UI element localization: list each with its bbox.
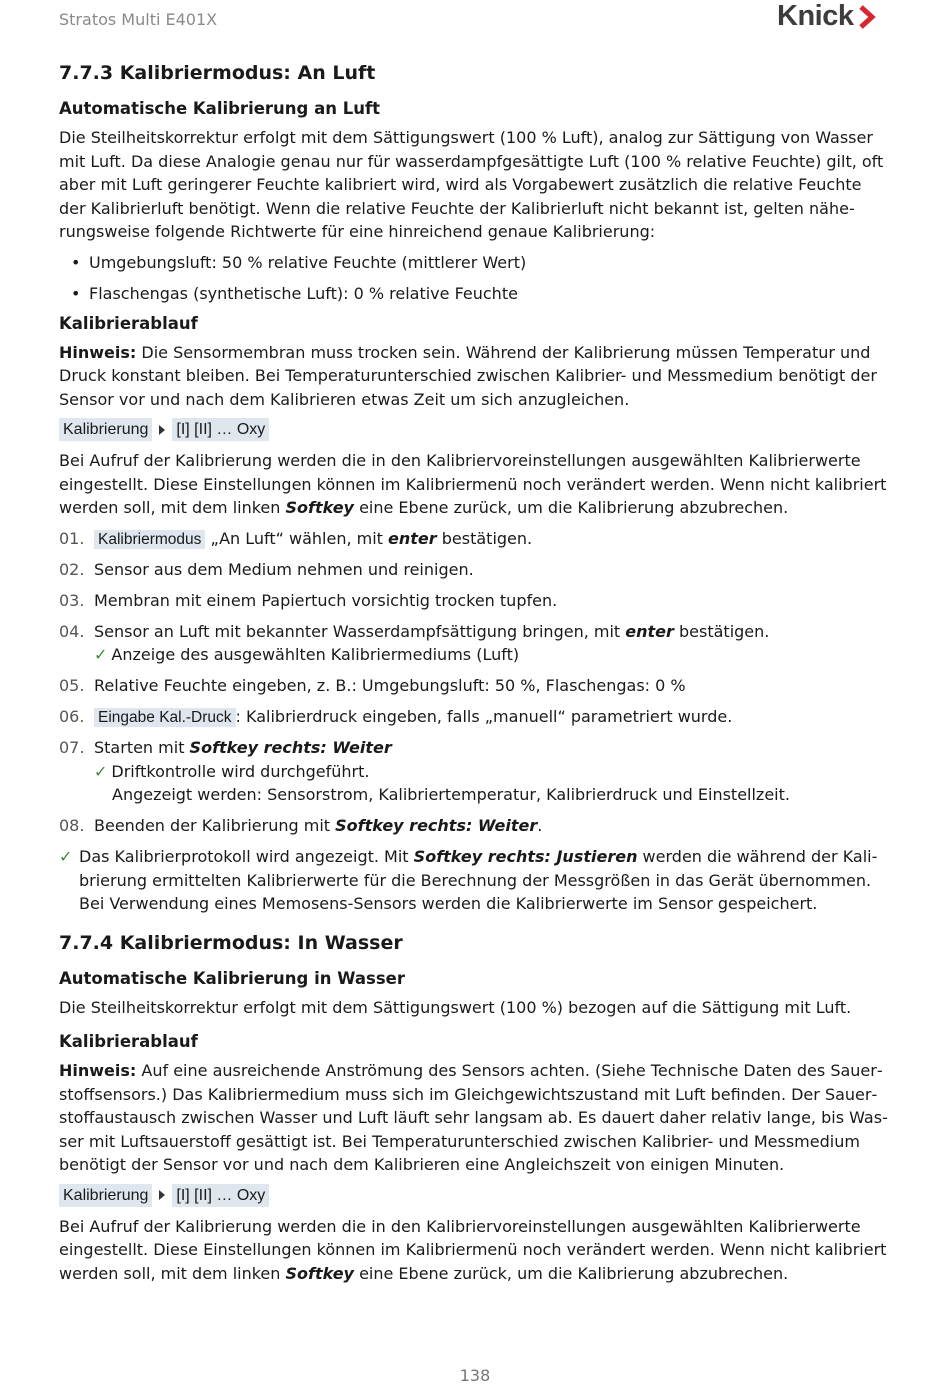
intro-paragraph: Die Steilheitskorrektur erfolgt mit dem Sättigungswert (100 % Luft), analog zur Sättigung von Wasser mit Luft. Da diese Analogie genau nur für wasserdampfgesättigte Luft (100 % relative Feuchte) gilt, oft aber mit Luft geringerer Feuchte kalibriert wird, wird als Vorgabewert zusätzlich die relative Feuchte der Kalibrierluft benötigt. Wenn die relative Feuchte der Kalibrierluft nicht bekannt ist, gelten näherungsweise folgende Richtwerte für eine hinreichend genaue Kalibrierung: [59,128,884,241]
list-item: 02. Sensor aus dem Medium nehmen und reinigen. [59,559,474,579]
check-note: ✓ Driftkontrolle wird durchgeführt. [94,761,370,781]
list-item: • Umgebungsluft: 50 % relative Feuchte (mittlerer Wert) [59,251,889,275]
subheading-ablauf: Kalibrierablauf [59,313,198,333]
intro-paragraph: Die Steilheitskorrektur erfolgt mit dem Sättigungswert (100 %) bezogen auf die Sättigung mit Luft. [59,997,852,1017]
menu-chip-kalibriermodus: Kalibriermodus [94,530,205,549]
aufruf-paragraph: Bei Aufruf der Kalibrierung werden die in den Kalibriervoreinstellungen ausgewählten Kalibrierwerte eingestellt. Diese Einstellungen können im Kalibriermenü noch verändert werden. Wenn nicht kalibriert werden soll, mit dem linken Softkey eine Ebene zurück, um die Kalibrierung abzubrechen. [59,1216,887,1283]
bullet: • [71,283,81,303]
section-heading-in-wasser: 7.7.4 Kalibriermodus: In Wasser [59,931,403,954]
subheading-ablauf: Kalibrierablauf [59,1032,198,1051]
list-item: 08. Beenden der Kalibrierung mit Softkey rechts: Weiter. [59,816,543,835]
page-number: 138 [459,1366,491,1385]
chevron-right-icon [856,4,878,30]
hinweis-label: Hinweis: [59,342,137,362]
menu-chip-oxy: [I] [II] … Oxy [172,1184,269,1207]
triangle-right-icon [159,1190,165,1200]
list-item: 07. Starten mit Softkey rechts: Weiter ✓ Driftkontrolle wird durchgeführt. Angezeigt werden: Sensorstrom, Kalibriertemperatur, Kalibrierdruck und Einstellzeit. [59,736,889,807]
menu-chip-oxy: [I] [II] … Oxy [172,418,269,441]
menu-path [59,418,889,441]
hinweis-paragraph: Hinweis: Auf eine ausreichende Anströmung des Sensors achten. (Siehe Technische Daten des Sauerstoffsensors.) Das Kalibriermedium muss sich im Gleichgewichtszustand mit Luft befinden. Der Sauerstoffaustausch zwischen Wasser und Luft läuft sehr langsam ab. Es dauert daher relativ lange, bis Wasser mit Luftsauerstoff gesättigt ist. Bei Temperaturunterschied zwischen Kalibrier- und Messmedium benötigt der Sensor vor und nach dem Kalibrieren eine Angleichszeit von einigen Minuten. [59,1061,888,1174]
section-heading-an-luft: 7.7.3 Kalibriermodus: An Luft [59,62,376,84]
result-note: ✓ Das Kalibrierprotokoll wird angezeigt. Mit Softkey rechts: Justieren werden die während der Kalibrierung ermittelten Kalibrierwerte für die Berechnung der Messgrößen in das Gerät übernommen. Bei Verwendung eines Memosens-Sensors werden die Kalibrierwerte im Sensor gespeichert. [59,847,878,913]
guide-values-list [59,251,889,306]
list-item: • Flaschengas (synthetische Luft): 0 % relative Feuchte [59,282,889,306]
list-item: 03. Membran mit einem Papiertuch vorsichtig trocken tupfen. [59,590,558,610]
check-icon: ✓ [94,645,108,664]
procedure-steps [59,527,889,838]
menu-chip-kalibrierung: Kalibrierung [59,1184,152,1207]
list-item: 05. Relative Feuchte eingeben, z. B.: Umgebungsluft: 50 %, Flaschengas: 0 % [59,676,686,695]
menu-chip-eingabe-druck: Eingabe Kal.-Druck [94,708,236,727]
check-icon: ✓ [59,847,73,866]
hinweis-label: Hinweis: [59,1061,137,1080]
subheading-auto-luft: Automatische Kalibrierung an Luft [59,99,381,118]
content [59,60,889,1292]
knick-logo [777,0,878,33]
hinweis-paragraph: Hinweis: Die Sensormembran muss trocken sein. Während der Kalibrierung müssen Temperatur und Druck konstant bleiben. Bei Temperaturunterschied zwischen Kalibrier- und Messmedium benötigt der Sensor vor und nach dem Kalibrieren etwas Zeit um sich anzugleichen. [59,342,877,409]
check-note: ✓ Anzeige des ausgewählten Kalibriermediums (Luft) [94,645,520,664]
check-icon: ✓ [94,761,108,781]
menu-path [59,1184,889,1207]
list-item: 04. Sensor an Luft mit bekannter Wasserdampfsättigung bringen, mit enter bestätigen. ✓ Anzeige des ausgewählten Kalibriermediums (Luft) [59,620,889,667]
logo-text: Knick [777,0,854,32]
check-note-detail: Angezeigt werden: Sensorstrom, Kalibriertemperatur, Kalibrierdruck und Einstellzeit. [112,785,790,804]
subheading-auto-wasser: Automatische Kalibrierung in Wasser [59,968,405,988]
list-item: 06. Eingabe Kal.-Druck : Kalibrierdruck eingeben, falls „manuell“ parametriert wurde. [59,707,733,726]
bullet: • [71,252,81,272]
aufruf-paragraph: Bei Aufruf der Kalibrierung werden die in den Kalibriervoreinstellungen ausgewählten Kalibrierwerte eingestellt. Diese Einstellungen können im Kalibriermenü noch verändert werden. Wenn nicht kalibriert werden soll, mit dem linken Softkey eine Ebene zurück, um die Kalibrierung abzubrechen. [59,451,887,517]
list-item: 01. Kalibriermodus „An Luft“ wählen, mit enter bestätigen. [59,528,533,548]
triangle-right-icon [159,425,165,435]
header-title: Stratos Multi E401X [59,10,218,29]
menu-chip-kalibrierung: Kalibrierung [59,418,152,441]
